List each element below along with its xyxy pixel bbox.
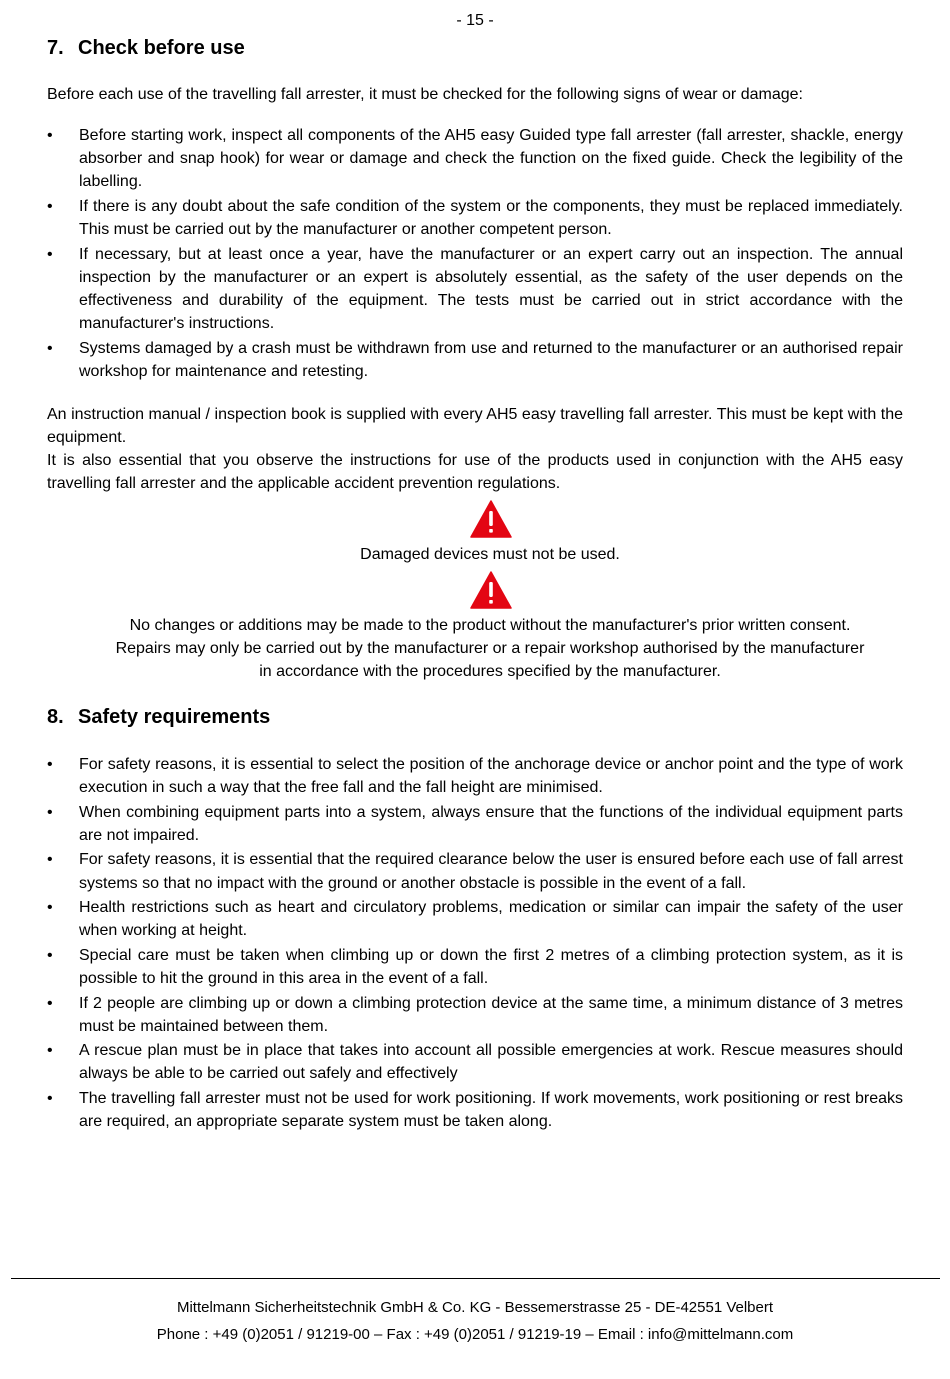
list-item [47,896,903,942]
list-item [47,753,903,799]
list-item [47,848,903,894]
section-7-intro: Before each use of the travelling fall arrester, it must be checked for the following signs of wear or damage: [47,86,803,103]
section-7-heading [47,36,245,60]
list-item [47,801,903,847]
bullet-icon: • [47,851,53,869]
accident-prevention-paragraph: It is also essential that you observe the instructions for use of the products used in conjunction with the AH5 easy travelling fall arrester and the applicable accident prevention regulations. [47,452,903,492]
list-item-text: A rescue plan must be in place that takes into account all possible emergencies at work. Rescue measures should always be able to be carried out safely and effectively [79,1042,903,1083]
warning-no-changes [47,614,933,683]
page-number: - 15 - [456,12,494,29]
bullet-icon: • [47,197,53,215]
warning-triangle-icon [470,500,512,538]
bullet-icon: • [47,756,53,773]
warning-line: No changes or additions may be made to the product without the manufacturer's prior written consent. [129,617,851,634]
bullet-icon: • [47,1089,53,1107]
bullet-icon: • [47,127,53,144]
list-item-text: If there is any doubt about the safe condition of the system or the components, they must be replaced immediately. This must be carried out by the manufacturer or another competent person. [79,197,903,239]
list-item-text: Health restrictions such as heart and circulatory problems, medication or similar can impair the safety of the user when working at height. [79,899,903,940]
list-item [47,195,903,241]
instruction-manual-paragraph: An instruction manual / inspection book is supplied with every AH5 easy travelling fall arrester. This must be kept with the equipment. [47,406,903,446]
bullet-icon: • [47,899,53,917]
list-item [47,1039,903,1085]
section-8-number: 8. [47,706,64,728]
section-7-title: Check before use [78,37,245,59]
list-item-text: Special care must be taken when climbing up or down the first 2 metres of a climbing protection system, as it is possible to hit the ground in this area in the event of a fall. [79,946,903,988]
list-item-text: When combining equipment parts into a system, always ensure that the functions of the individual equipment parts are not impaired. [79,803,903,844]
list-item-text: If 2 people are climbing up or down a climbing protection device at the same time, a minimum distance of 3 metres must be maintained between them. [79,994,903,1035]
list-item [47,1087,903,1133]
section-8-heading [47,705,270,729]
list-item-text: Before starting work, inspect all components of the AH5 easy Guided type fall arrester (fall arrester, shackle, energy absorber and snap hook) for wear or damage and check the function on the fixed guide. Check the legibility of the labelling. [79,127,903,191]
bullet-icon: • [47,946,53,964]
bullet-icon: • [47,339,53,357]
list-item-text: Systems damaged by a crash must be withdrawn from use and returned to the manufacturer or an authorised repair workshop for maintenance and retesting. [79,339,903,380]
list-item-text: For safety reasons, it is essential that the required clearance below the user is ensured before each use of fall arrest systems so that no impact with the ground or another obstacle is possible in the event of a fall. [79,851,903,892]
bullet-icon: • [47,245,53,263]
list-item-text: For safety reasons, it is essential to select the position of the anchorage device or anchor point and the type of work execution in such a way that the free fall and the fall height are minimised. [79,756,903,797]
warning-triangle-icon [470,571,512,609]
list-item [47,243,903,336]
bullet-icon: • [47,1042,53,1060]
section-7-bullet-list [47,124,903,384]
section-8-title: Safety requirements [78,706,271,728]
section-8-bullet-list [47,753,903,1135]
list-item [47,337,903,383]
list-item-text: The travelling fall arrester must not be used for work positioning. If work movements, work positioning or rest breaks are required, an appropriate separate system must be taken along. [79,1089,903,1131]
footer-contact: Phone : +49 (0)2051 / 91219-00 – Fax : +49 (0)2051 / 91219-19 – Email : info@mittelmann.com [156,1326,794,1343]
list-item [47,124,903,194]
list-item [47,992,903,1038]
list-item-text: If necessary, but at least once a year, have the manufacturer or an expert carry out an inspection. The annual inspection by the manufacturer or an expert is absolutely essential, as the safety of the user depends on the effectiveness and durability of the equipment. The tests must be carried out in strict accordance with the manufacturer's instructions. [79,245,903,333]
warning-damaged-devices: Damaged devices must not be used. [360,546,620,563]
footer-divider [11,1278,940,1279]
footer-company-address: Mittelmann Sicherheitstechnik GmbH & Co. KG - Bessemerstrasse 25 - DE-42551 Velbert [176,1299,774,1316]
section-7-number: 7. [47,37,64,59]
bullet-icon: • [47,803,53,821]
warning-line: in accordance with the procedures specified by the manufacturer. [259,663,721,680]
bullet-icon: • [47,994,53,1012]
warning-line: Repairs may only be carried out by the manufacturer or a repair workshop authorised by the manufacturer [115,640,865,657]
list-item [47,944,903,990]
